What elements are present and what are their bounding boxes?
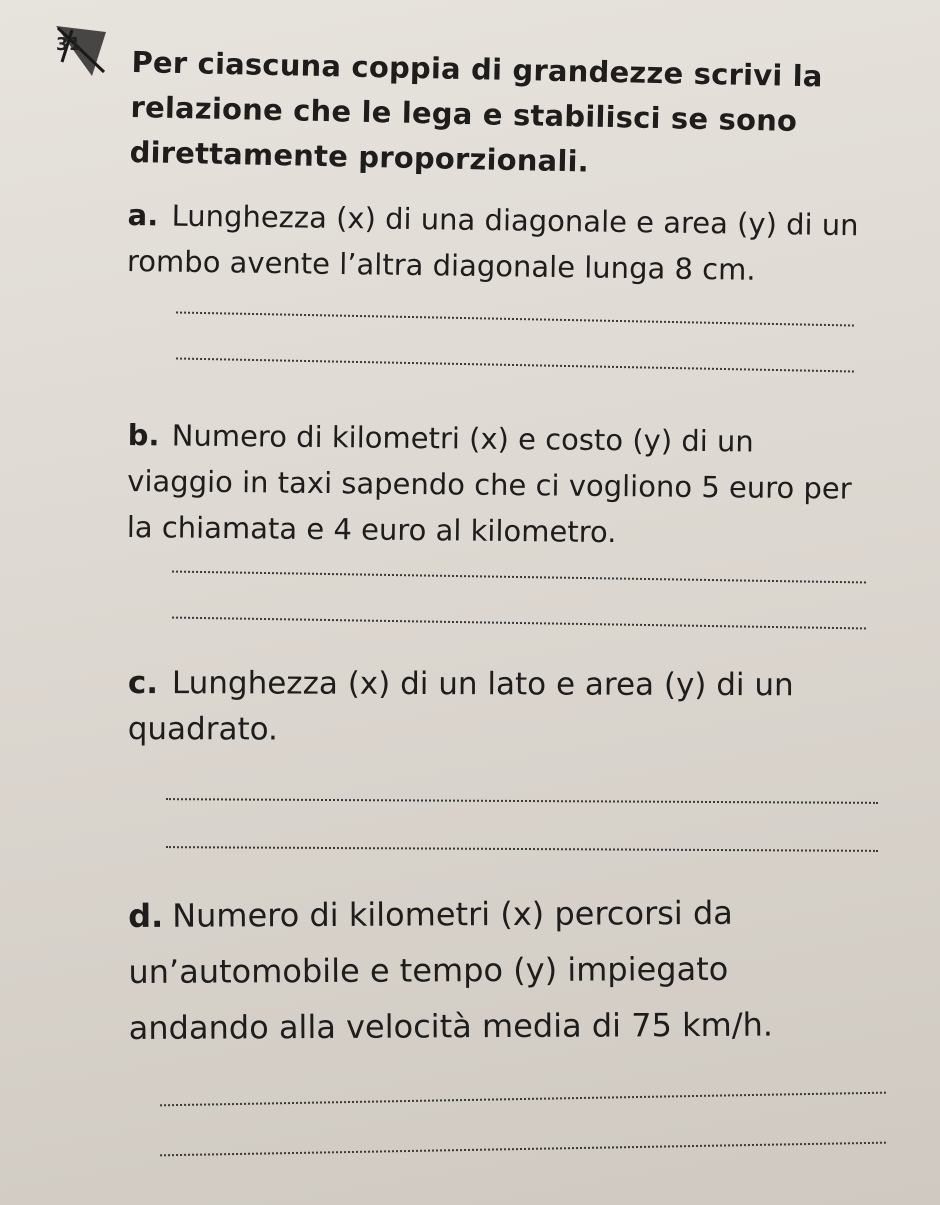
item-letter: b. [127, 417, 160, 453]
item-letter: a. [127, 197, 159, 233]
item-letter: c. [127, 665, 159, 702]
answer-line[interactable] [172, 571, 866, 584]
exercise-instruction: Per ciascuna coppia di grandezze scrivi la relazione che le lega e stabilisci se sono direttamente proporzionali. [129, 44, 823, 179]
answer-line[interactable] [160, 1092, 886, 1107]
item-letter: d. [128, 896, 164, 935]
answer-line[interactable] [160, 1142, 886, 1157]
exercise-item-a [127, 192, 868, 294]
answer-line[interactable] [172, 617, 866, 630]
exercise-item-b [127, 412, 868, 558]
item-text: Lunghezza (x) di un lato e area (y) di un quadrato. [127, 665, 794, 748]
answer-line[interactable] [166, 846, 878, 852]
exercise-number: 31 [56, 34, 82, 55]
answer-line[interactable] [166, 798, 878, 804]
answer-line[interactable] [176, 357, 854, 372]
item-text: Numero di kilometri (x) percorsi da un’automobile e tempo (y) impiegato andando alla velocità media di 75 km/h. [128, 893, 774, 1047]
item-text: Numero di kilometri (x) e costo (y) di un viaggio in taxi sapendo che ci vogliono 5 euro per la chiamata e 4 euro al kilometro. [126, 418, 852, 550]
item-text: Lunghezza (x) di una diagonale e area (y) di un rombo avente l’altra diagonale lunga 8 cm. [126, 198, 859, 287]
exercise-item-d [128, 884, 869, 1056]
exercise-item-c [128, 660, 868, 755]
answer-line[interactable] [176, 311, 854, 326]
